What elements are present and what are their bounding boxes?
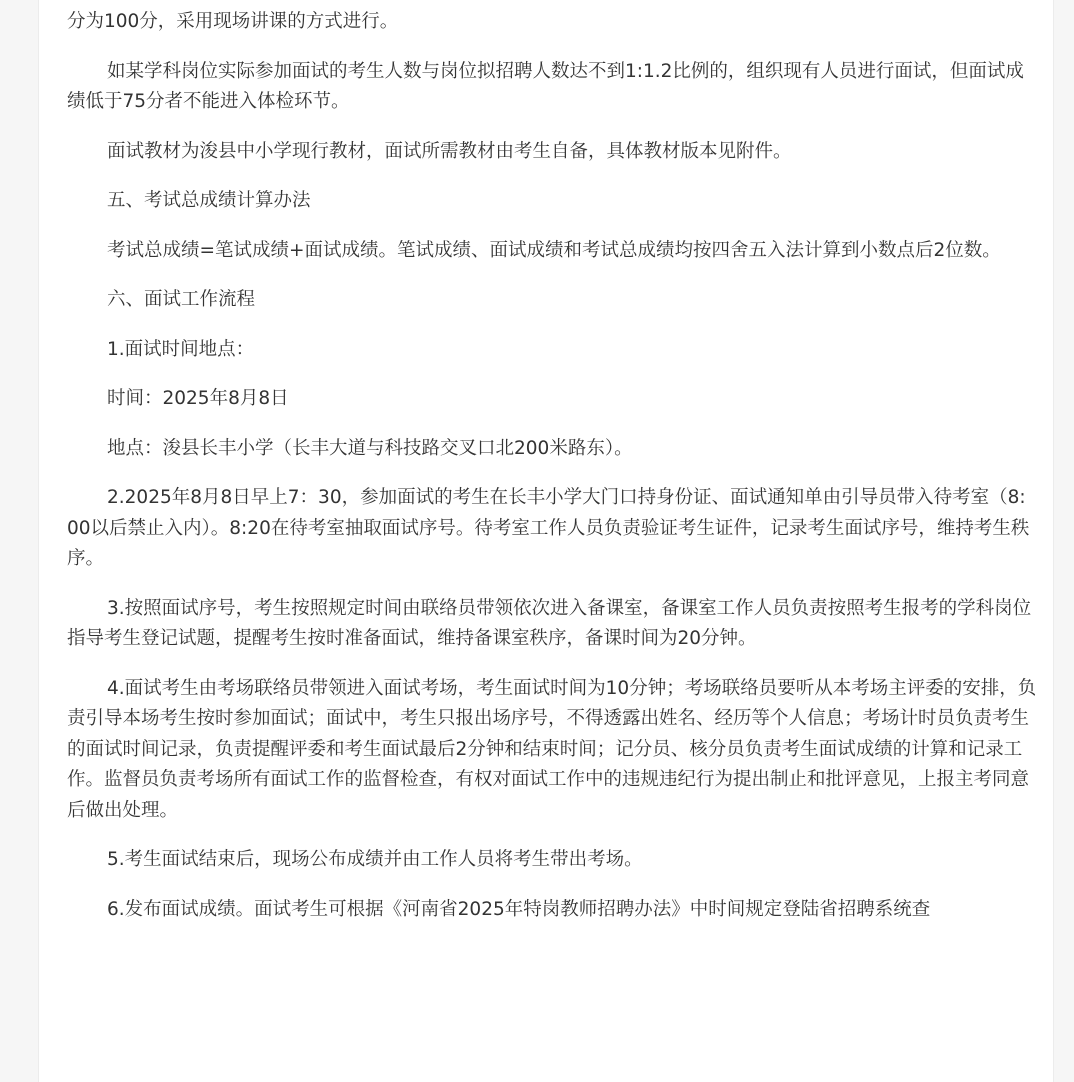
paragraph-interview-materials: 面试教材为浚县中小学现行教材，面试所需教材由考生自备，具体教材版本见附件。 [107, 140, 792, 162]
paragraph-total-score: 考试总成绩=笔试成绩+面试成绩。笔试成绩、面试成绩和考试总成绩均按四舍五入法计算到小数点后2位数。 [107, 239, 1001, 261]
article-body [67, 0, 1037, 944]
section-heading-interview-process: 六、面试工作流程 [107, 289, 256, 310]
section-heading-score-calculation: 五、考试总成绩计算办法 [107, 190, 311, 211]
paragraph-continuation: 分为100分，采用现场讲课的方式进行。 [67, 11, 399, 32]
paragraph-step-5: 5.考生面试结束后，现场公布成绩并由工作人员将考生带出考场。 [107, 849, 643, 870]
paragraph-step-2: 2.2025年8月8日早上7：30，参加面试的考生在长丰小学大门口持身份证、面试通知单由引导员带入待考室（8:00以后禁止入内）。8:20在待考室抽取面试序号。待考室工作人员负责验证考生证件，记录考生面试序号，维持考生秩序。 [67, 487, 1030, 569]
paragraph-location: 地点：浚县长丰小学（长丰大道与科技路交叉口北200米路东）。 [107, 437, 633, 459]
paragraph-step-3: 3.按照面试序号，考生按照规定时间由联络员带领依次进入备课室，备课室工作人员负责按照考生报考的学科岗位指导考生登记试题，提醒考生按时准备面试，维持备课室秩序，备课时间为20分钟。 [67, 597, 1032, 649]
paragraph-time: 时间：2025年8月8日 [107, 388, 289, 409]
page-content [38, 0, 1054, 1082]
paragraph-step-4: 4.面试考生由考场联络员带领进入面试考场，考生面试时间为10分钟；考场联络员要听从本考场主评委的安排，负责引导本场考生按时参加面试；面试中，考生只报出场序号，不得透露出姓名、经历等个人信息；考场计时员负责考生的面试时间记录，负责提醒评委和考生面试最后2分钟和结束时间；记分员、核分员负责考生面试成绩的计算和记录工作。监督员负责考场所有面试工作的监督检查，有权对面试工作中的违规违纪行为提出制止和批评意见，上报主考同意后做出处理。 [67, 677, 1037, 821]
paragraph-interview-ratio: 如某学科岗位实际参加面试的考生人数与岗位拟招聘人数达不到1:1.2比例的，组织现有人员进行面试，但面试成绩低于75分者不能进入体检环节。 [67, 60, 1024, 112]
paragraph-step-6: 6.发布面试成绩。面试考生可根据《河南省2025年特岗教师招聘办法》中时间规定登陆省招聘系统查 [107, 898, 931, 920]
paragraph-time-location-title: 1.面试时间地点： [107, 338, 255, 360]
